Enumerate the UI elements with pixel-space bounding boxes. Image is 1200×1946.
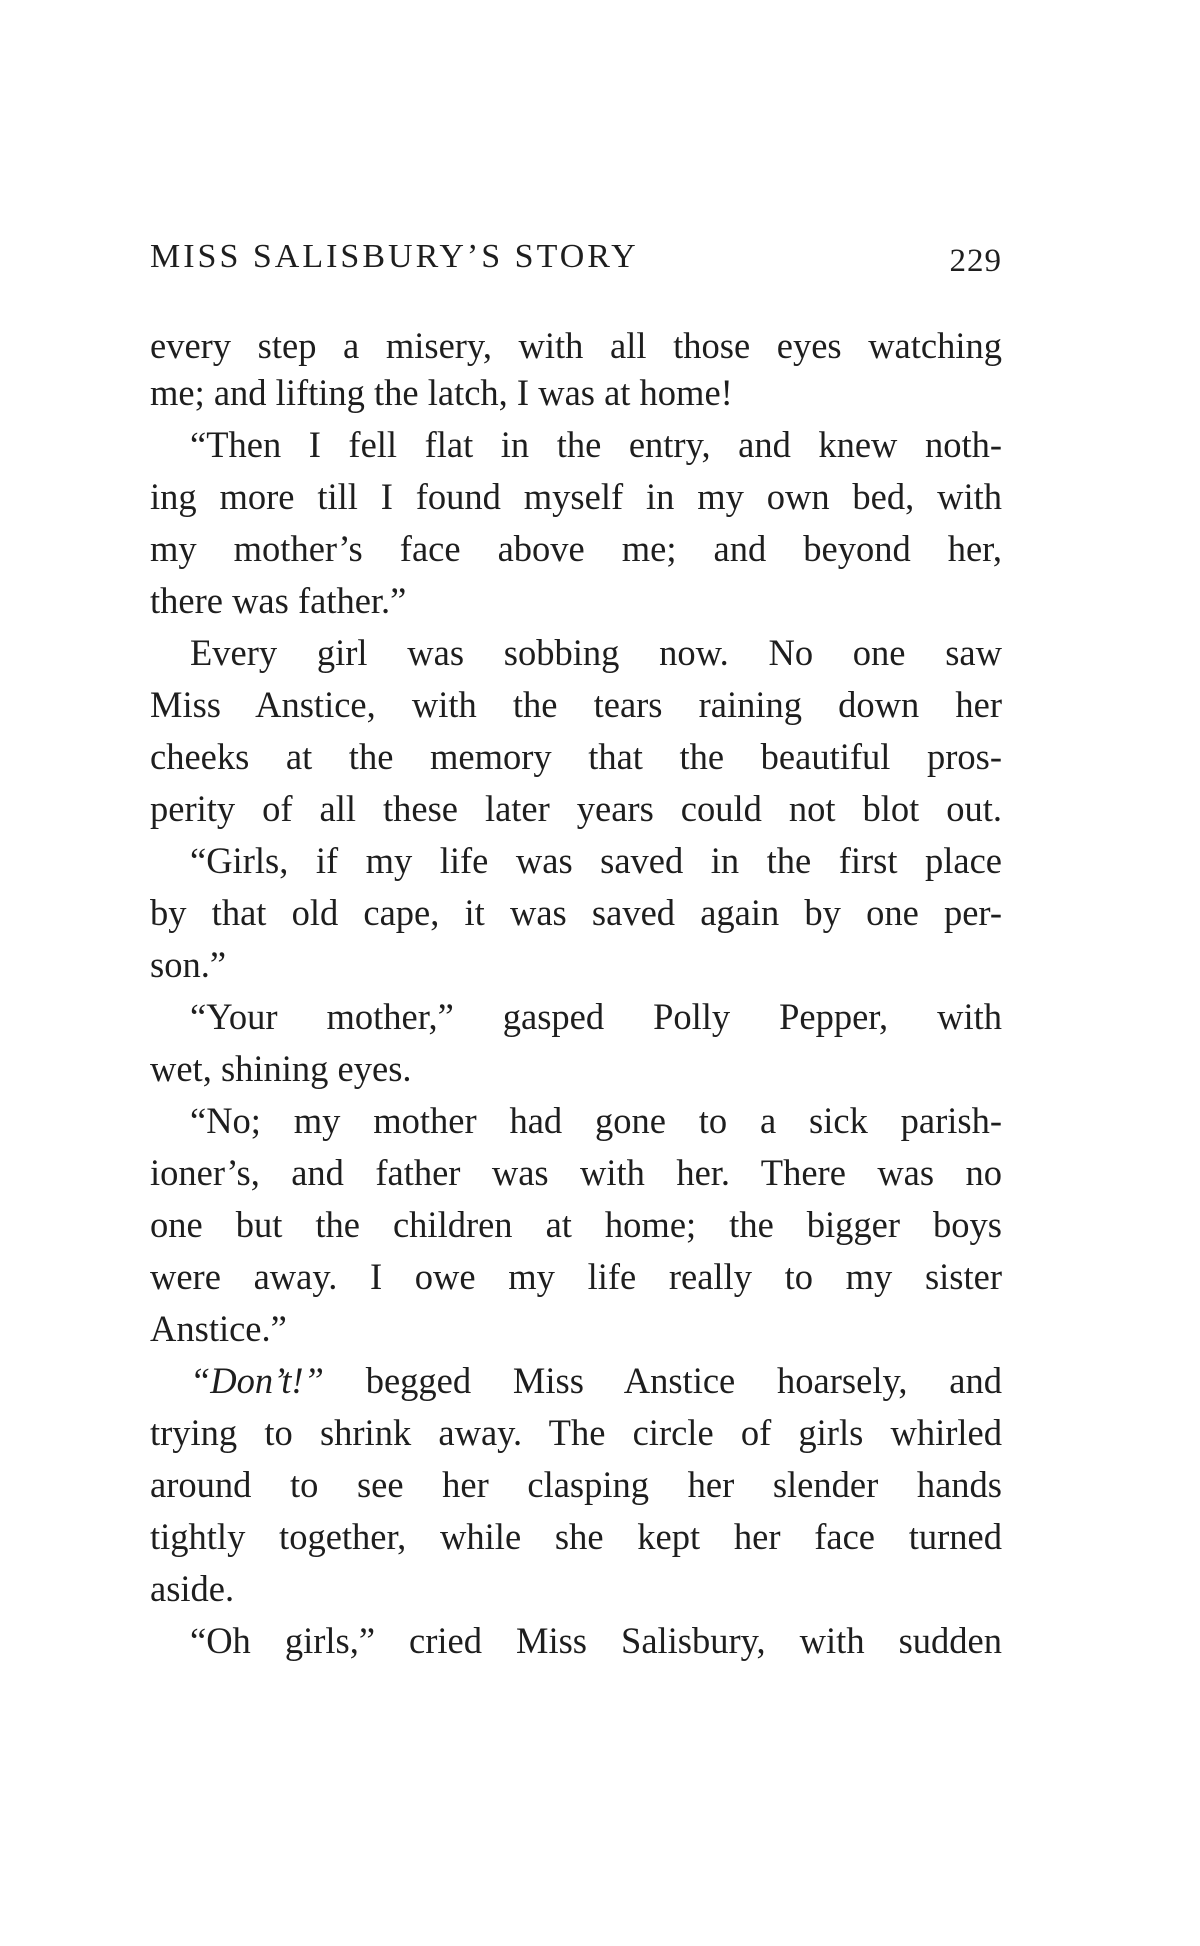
italic-exclamation: “Don’t!” <box>190 1360 324 1401</box>
text-line: trying to shrink away. The circle of girls whirled <box>150 1412 1002 1453</box>
text-line: Miss Anstice, with the tears raining down her <box>150 684 1002 725</box>
running-title: MISS SALISBURY’S STORY <box>150 238 639 275</box>
running-head <box>150 232 1002 282</box>
text-line: were away. I owe my life really to my sister <box>150 1256 1002 1297</box>
text-line: ing more till I found myself in my own bed, with <box>150 476 1002 517</box>
text-line: “Girls, if my life was saved in the first place <box>190 840 1002 881</box>
text-line: my mother’s face above me; and beyond her, <box>150 528 1002 569</box>
text-line: “Oh girls,” cried Miss Salisbury, with sudden <box>190 1620 1002 1661</box>
text-line: “Your mother,” gasped Polly Pepper, with <box>190 996 1002 1037</box>
page-number: 229 <box>949 243 1002 279</box>
text-line: Every girl was sobbing now. No one saw <box>190 632 1002 673</box>
text-line: every step a misery, with all those eyes watching <box>150 325 1002 366</box>
text-line <box>190 1355 1002 1407</box>
text-line: tightly together, while she kept her face turned <box>150 1516 1002 1557</box>
text-line: aside. <box>150 1568 235 1609</box>
text-line: me; and lifting the latch, I was at home! <box>150 372 733 413</box>
text-line: Anstice.” <box>150 1308 287 1349</box>
text-line: son.” <box>150 944 227 985</box>
text-line: one but the children at home; the bigger boys <box>150 1204 1002 1245</box>
text-line-rest: begged Miss Anstice hoarsely, and <box>323 1360 1002 1401</box>
text-line: by that old cape, it was saved again by one per- <box>150 892 1002 933</box>
text-line: cheeks at the memory that the beautiful pros- <box>150 736 1002 777</box>
text-line: there was father.” <box>150 580 407 621</box>
text-line: “Then I fell flat in the entry, and knew noth- <box>190 424 1002 465</box>
text-line: ioner’s, and father was with her. There was no <box>150 1152 1002 1193</box>
text-line: “No; my mother had gone to a sick parish- <box>190 1100 1002 1141</box>
text-line: perity of all these later years could not blot out. <box>150 788 1002 829</box>
text-line: around to see her clasping her slender hands <box>150 1464 1002 1505</box>
text-line: wet, shining eyes. <box>150 1048 412 1089</box>
